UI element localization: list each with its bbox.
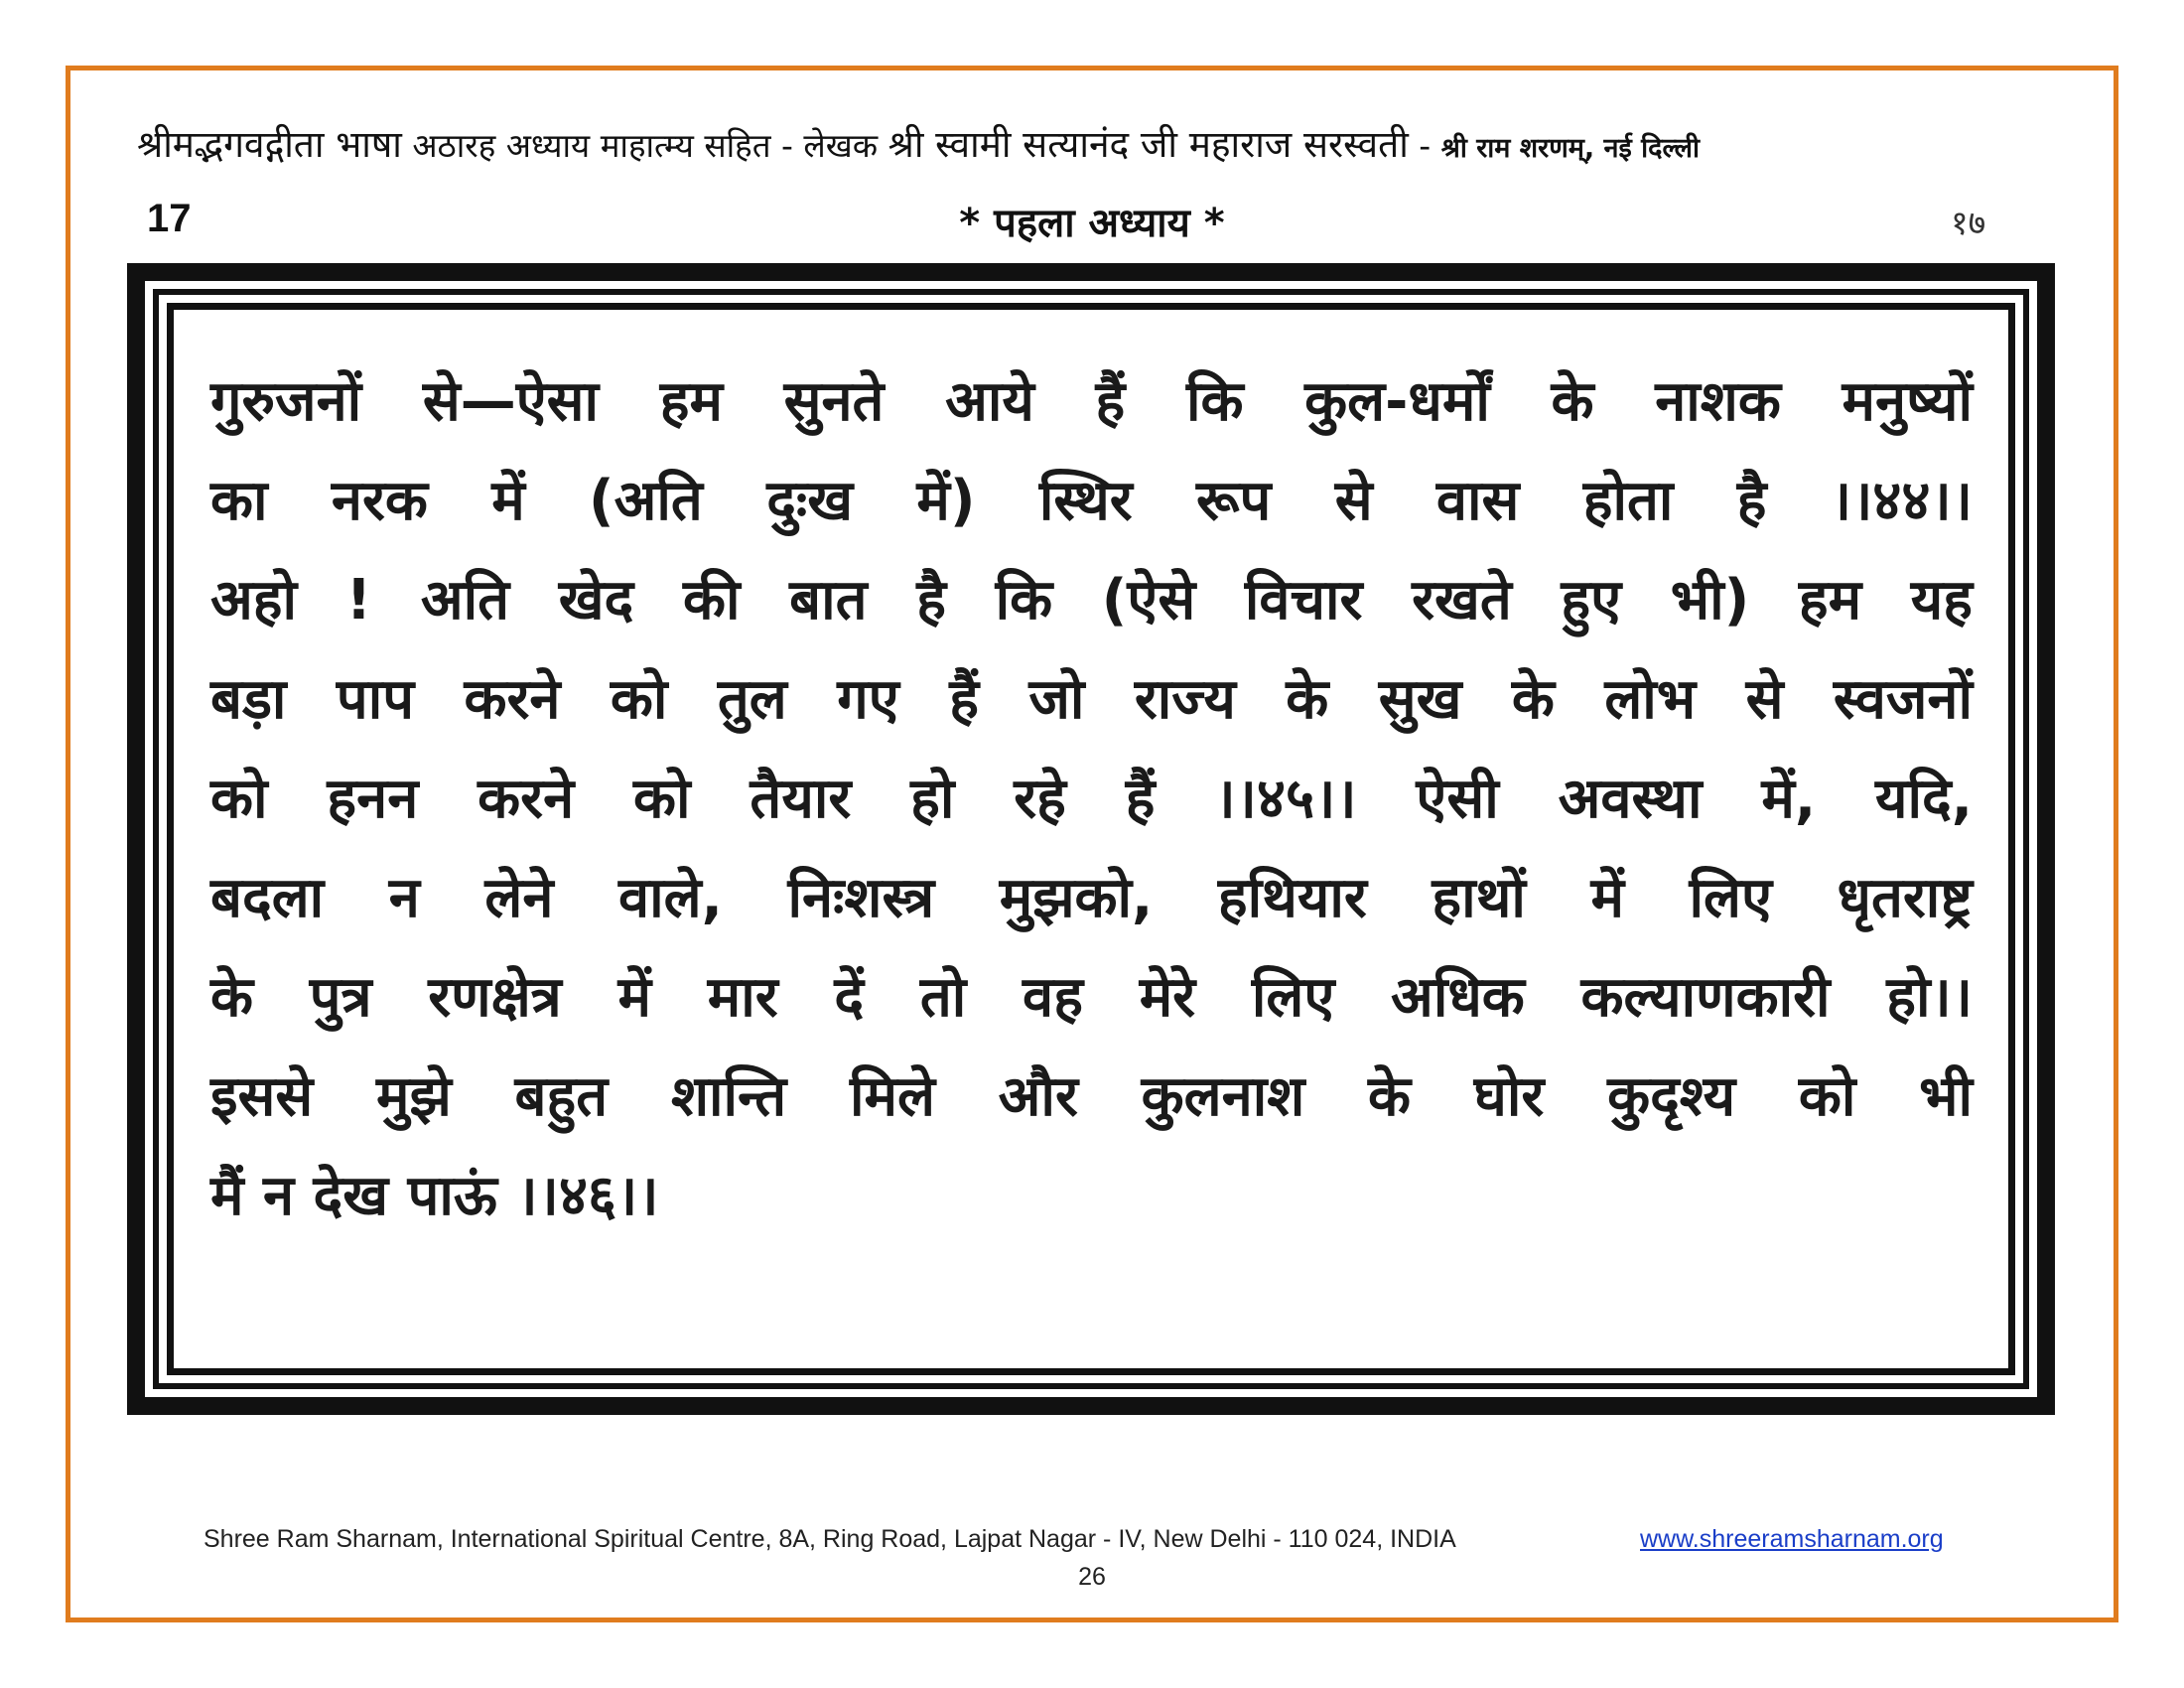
page-number-right: १७ xyxy=(1951,204,1986,243)
verse-line: बड़ा पाप करने को तुल गए हैं जो राज्य के सुख के लोभ से स्वजनों xyxy=(210,667,1973,732)
verse-line: बदला न लेने वाले, निःशस्त्र मुझको, हथियार हाथों में लिए धृतराष्ट्र xyxy=(210,866,1973,930)
page-number-left: 17 xyxy=(147,197,192,240)
header-line xyxy=(137,117,2063,168)
author-name: श्री स्वामी सत्यानंद जी महाराज सरस्वती xyxy=(887,123,1409,166)
verse-line: मैं न देख पाऊं ।।४६।। xyxy=(210,1164,659,1228)
verse-line: को हनन करने को तैयार हो रहे हैं ।।४५।। ऐसी अवस्था में, यदि, xyxy=(210,767,1973,831)
footer-page-number: 26 xyxy=(1078,1563,1106,1591)
header-separator: - xyxy=(1419,126,1432,165)
verse-body xyxy=(210,352,1973,1246)
book-title: श्रीमद्भगवद्गीता भाषा xyxy=(137,123,402,166)
chapter-title: * पहला अध्याय * xyxy=(959,201,1225,246)
verse-line: का नरक में (अति दुःख में) स्थिर रूप से वास होता है ।।४४।। xyxy=(210,469,1973,533)
publisher-name: श्री राम शरणम्, नई दिल्ली xyxy=(1440,133,1700,164)
verse-line: इससे मुझे बहुत शान्ति मिले और कुलनाश के घोर कुदृश्य को भी xyxy=(210,1064,1973,1129)
book-subtitle: अठारह अध्याय माहात्म्य सहित - लेखक xyxy=(412,126,879,165)
footer-address: Shree Ram Sharnam, International Spiritual Centre, 8A, Ring Road, Lajpat Nagar - IV, New Delhi - 110 024, INDIA xyxy=(204,1525,1456,1553)
website-link[interactable]: www.shreeramsharnam.org xyxy=(1640,1525,1944,1553)
verse-line: के पुत्र रणक्षेत्र में मार दें तो वह मेरे लिए अधिक कल्याणकारी हो।। xyxy=(210,965,1973,1030)
verse-line: गुरुजनों से—ऐसा हम सुनते आये हैं कि कुल-धर्मों के नाशक मनुष्यों xyxy=(210,369,1973,434)
verse-line: अहो ! अति खेद की बात है कि (ऐसे विचार रखते हुए भी) हम यह xyxy=(210,568,1973,633)
